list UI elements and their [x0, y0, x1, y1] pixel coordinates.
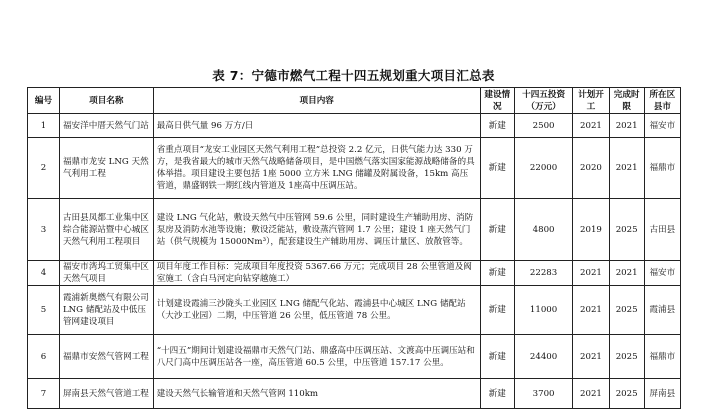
cell-name: 古田县凤都工业集中区综合能源站暨中心城区天然气利用工程项目 — [59, 199, 153, 261]
table-row — [28, 261, 681, 286]
cell-content: 计划建设霞浦三沙陇头工业园区 LNG 储配气化站、霞浦县中心城区 LNG 储配站（大沙工业园）二期，中压管道 26 公里，低压管道 78 公里。 — [153, 286, 480, 335]
cell-county: 福鼎市 — [644, 335, 680, 379]
cell-finish: 2025 — [609, 199, 644, 261]
cell-county: 福安市 — [644, 261, 680, 286]
cell-content: 建设天然气长输管道和天然气管网 110km — [153, 379, 480, 409]
table-header-row — [28, 88, 681, 114]
table-row — [28, 379, 681, 409]
cell-status: 新建 — [480, 138, 514, 199]
cell-county: 屏南县 — [644, 379, 680, 409]
header-county: 所在区县市 — [644, 88, 680, 114]
header-invest: 十四五投资（万元） — [514, 88, 573, 114]
cell-name: 福安洋中厝天然气门站 — [59, 114, 153, 138]
cell-name: 福安市湾坞工贸集中区天然气项目 — [59, 261, 153, 286]
cell-start: 2021 — [573, 114, 609, 138]
cell-county: 古田县 — [644, 199, 680, 261]
cell-county: 福鼎市 — [644, 138, 680, 199]
cell-finish: 2025 — [609, 335, 644, 379]
cell-no: 2 — [28, 138, 60, 199]
cell-start: 2019 — [573, 199, 609, 261]
table-row — [28, 286, 681, 335]
cell-finish: 2021 — [609, 138, 644, 199]
cell-name: 福鼎市安然气管网工程 — [59, 335, 153, 379]
cell-no: 3 — [28, 199, 60, 261]
cell-finish: 2021 — [609, 261, 644, 286]
cell-start: 2021 — [573, 379, 609, 409]
cell-no: 4 — [28, 261, 60, 286]
cell-content: 建设 LNG 气化站，敷设天然气中压管网 59.6 公里，同时建设生产辅助用房、消防泵房及消防水池等设施；敷设泛能站，敷设蒸汽管网 1.7 公里；建设 1 座天然气门站（供气规模为 15000Nm³），配套建设生产辅助用房、调压计量区、放散管等。 — [153, 199, 480, 261]
cell-invest: 2500 — [514, 114, 573, 138]
cell-status: 新建 — [480, 286, 514, 335]
cell-finish: 2025 — [609, 379, 644, 409]
cell-invest: 4800 — [514, 199, 573, 261]
cell-no: 7 — [28, 379, 60, 409]
cell-no: 5 — [28, 286, 60, 335]
table-row — [28, 199, 681, 261]
cell-invest: 11000 — [514, 286, 573, 335]
cell-invest: 22000 — [514, 138, 573, 199]
header-start: 计划开工 — [573, 88, 609, 114]
cell-invest: 3700 — [514, 379, 573, 409]
header-status: 建设情况 — [480, 88, 514, 114]
header-finish: 完成时限 — [609, 88, 644, 114]
table-row — [28, 335, 681, 379]
cell-start: 2020 — [573, 138, 609, 199]
cell-name: 福鼎市龙安 LNG 天然气利用工程 — [59, 138, 153, 199]
header-no: 编号 — [28, 88, 60, 114]
table-caption: 表 7：宁德市燃气工程十四五规划重大项目汇总表 — [212, 68, 495, 83]
cell-content: 省重点项目“龙安工业园区天然气利用工程”总投资 2.2 亿元，日供气能力达 330 万方，是我省最大的城市天然气战略储备项目，是中国燃气落实国家能源战略储备的具体举措。项目建设主要包括 1座 5000 立方米 LNG 储罐及附属设备，15km 高压管道，鼎盛钢铁一期红线内管道及 1座高中压调压站。 — [153, 138, 480, 199]
cell-no: 6 — [28, 335, 60, 379]
cell-no: 1 — [28, 114, 60, 138]
cell-status: 新建 — [480, 335, 514, 379]
cell-status: 新建 — [480, 261, 514, 286]
header-name: 项目名称 — [59, 88, 153, 114]
header-content: 项目内容 — [153, 88, 480, 114]
cell-status: 新建 — [480, 199, 514, 261]
cell-status: 新建 — [480, 379, 514, 409]
cell-name: 霞浦新奥燃气有限公司 LNG 储配站及中低压管网建设项目 — [59, 286, 153, 335]
cell-start: 2021 — [573, 286, 609, 335]
cell-invest: 22283 — [514, 261, 573, 286]
cell-status: 新建 — [480, 114, 514, 138]
cell-content: 项目年度工作目标：完成项目年度投资 5367.66 万元；完成项目 28 公里管道及阀室施工（含白马河定向钻穿越施工） — [153, 261, 480, 286]
table-row — [28, 114, 681, 138]
cell-county: 霞浦县 — [644, 286, 680, 335]
cell-content: “十四五”期间计划建设福鼎市天然气门站、鼎盛高中压调压站、文渡高中压调压站和八尺门高中压调压站各一座，高压管道 60.5 公里，中压管道 157.17 公里。 — [153, 335, 480, 379]
cell-finish: 2021 — [609, 114, 644, 138]
table-row — [28, 138, 681, 199]
cell-start: 2021 — [573, 261, 609, 286]
cell-county: 福安市 — [644, 114, 680, 138]
project-table — [27, 87, 681, 409]
cell-content: 最高日供气量 96 万方/日 — [153, 114, 480, 138]
cell-start: 2021 — [573, 335, 609, 379]
cell-invest: 24400 — [514, 335, 573, 379]
cell-name: 屏南县天然气管道工程 — [59, 379, 153, 409]
cell-finish: 2025 — [609, 286, 644, 335]
